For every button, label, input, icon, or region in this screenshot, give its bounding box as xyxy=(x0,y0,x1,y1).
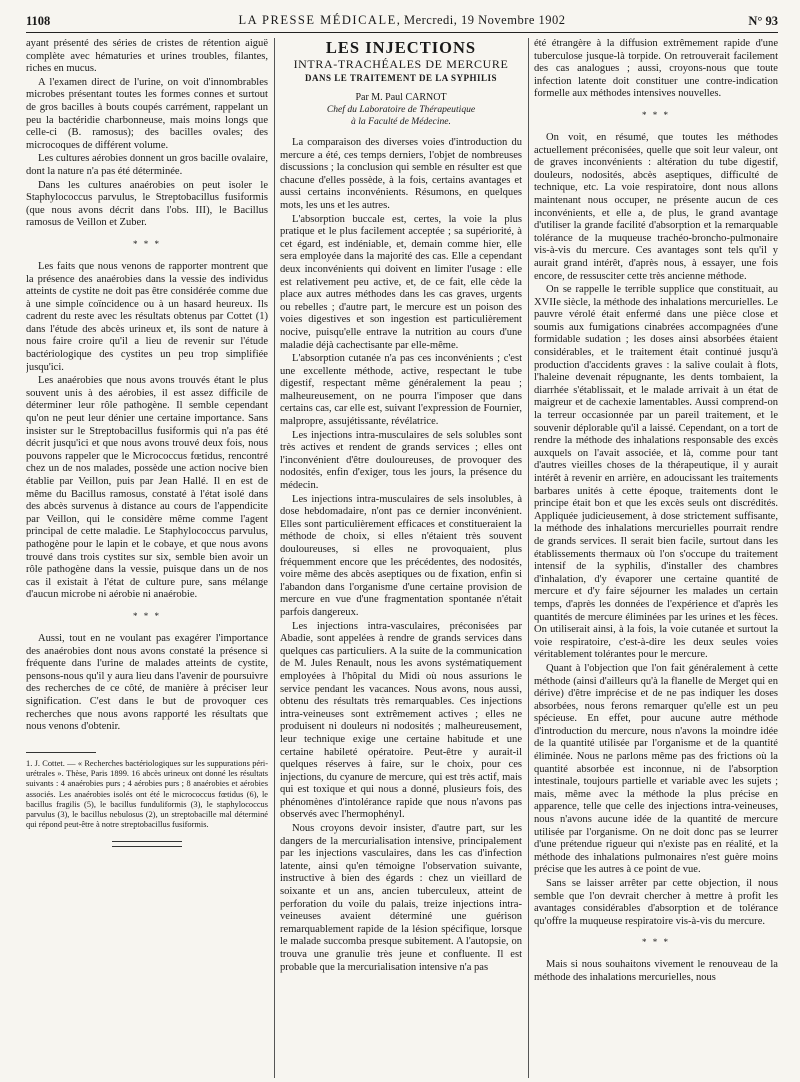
column-left xyxy=(26,38,268,1078)
end-rule xyxy=(112,846,182,847)
page-header xyxy=(26,10,778,32)
end-rule xyxy=(112,841,182,842)
section-separator: * * * xyxy=(133,238,161,249)
article-author: Par M. Paul CARNOT xyxy=(355,92,447,103)
paragraph: été étrangère à la diffusion extrêmement rapide d'une tuberculose jusque-là torpide. On retrouverait facilement des cas analogues ; aussi, croyons-nous que toute infection latente doit constituer une contre-indication formelle aux méthodes intensives nouvelles. xyxy=(534,38,778,100)
column-middle xyxy=(280,38,522,1078)
header-rule xyxy=(26,32,778,33)
article-title: LES INJECTIONS xyxy=(325,38,477,57)
footnote-rule xyxy=(26,752,96,753)
column-right xyxy=(534,38,778,1078)
paragraph: L'absorption cutanée n'a pas ces inconvénients ; c'est une excellente méthode, active, respectant le tube digestif, respectant même généralement la peau ; malheureusement, on ne pourra l'imposer que dans certains cas, car elle est, suivant l'expression de Fournier, malpropre, assujétissante, révélatrice. xyxy=(280,353,522,428)
footnote: 1. J. Cottet. — « Recherches bactériologiques sur les suppurations péri-urétrales ». Thèse, Paris 1899. 16 abcès urineux ont donné les résultats suivants : 4 anaérobies purs ; 4 aérobies purs ; 8 anaérobies et aérobies associés. Les anaérobies isolés ont été le micrococcus fœtidus (6), le bacillus fragilis (5), le bacillus funduliformis (3), le staphylococcus parvulus (3), le bacillus nebulosus (2), un streptobacille mal déterminé qui répond peut-être à notre streptobacillus fusiformis. xyxy=(26,758,268,830)
paragraph: Mais si nous souhaitons vivement le renouveau de la méthode des inhalations mercurielles, nous xyxy=(534,959,778,983)
section-separator: * * * xyxy=(642,109,670,120)
article-subtitle-2: DANS LE TRAITEMENT DE LA SYPHILIS xyxy=(305,73,497,83)
author-affiliation: Chef du Laboratoire de Thérapeutique xyxy=(326,104,476,115)
paragraph: ayant présenté des séries de cristes de rétention aiguë complète avec hématuries et urines troubles, filantes, riches en mucus. xyxy=(26,38,268,75)
article-subtitle: INTRA-TRACHÉALES DE MERCURE xyxy=(293,57,509,71)
paragraph: La comparaison des diverses voies d'introduction du mercure a été, ces temps derniers, l'objet de nombreuses discussions ; la conclusion qui semble en résulter est que chacune d'elles possède, à la fois, certains avantages et aussi certains inconvénients. Résumons, en quelques mots, les uns et les autres. xyxy=(280,137,522,211)
paragraph: A l'examen direct de l'urine, on voit d'innombrables microbes présentant toutes les formes connes et surtout de gros bacilles à bouts coupés carrément, rappelant un peu la bactéridie charbonneuse, mais moins longs que celle-ci (B. ramosus); des bacilles ovales; des microcoques de différent volume. xyxy=(26,76,268,151)
page-number: 1108 xyxy=(26,14,51,28)
newspaper-page xyxy=(26,10,778,1078)
paragraph: Les injections intra-musculaires de sels solubles sont très actives et rendent de grands services ; elles ont l'inconvénient d'être douloureuses, de provoquer des nodosités, enfin d'exiger, tous les jours, la présence du médecin. xyxy=(280,429,522,492)
section-separator: * * * xyxy=(642,937,670,948)
paragraph: On voit, en résumé, que toutes les méthodes actuellement préconisées, quelle que soit leur valeur, ont de graves inconvénients : altération du tube digestif, douleurs, nodosités, abcès aseptiques, difficulté de technique, etc. La voie respiratoire, dont nous allons maintenant nous occuper, ne présente aucun de ces inconvénients, et elle a, de plus, le grand avantage d'utiliser la grande facilité d'absorption et la remarquable tolérance de la muqueuse trachéo-broncho-pulmonaire vis-à-vis du mercure. Ces avantages sont tels qu'il y aurait grand intérêt, d'après nous, à essayer, une fois encore, de ressusciter cette très ancienne méthode. xyxy=(534,131,778,282)
paragraph: On se rappelle le terrible supplice que constituait, au XVIIe siècle, la méthode des inhalations mercurielles. Le pauvre vérolé était enfermé dans une pièce close et soumis aux fumigations cinabrées accompagnées d'une formidable sudation ; les doses ainsi absorbées étaient considérables, et le traitement était continué jusqu'à production d'accidents graves : la salive coulait à flots, l'haleine devenait répugnante, les dents tombaient, la diarrhée s'établissait, et le malade arrivait à un état de maigreur et de cachexie lamentables. Aussi comprend-on la terreur occasionnée par un pareil traitement, et le souvenir déplorable qu'il a laissé. Cependant, on a tort de rendre la méthode des inhalations responsable des excès auxquels on l'avait associée, et là, comme pour tant d'autres vieilles choses de la thérapeutique, il y aurait intérêt à revenir en arrière, en adoucissant les traitements barbares unités à cette époque, traitements dont le principe était bon et que les excès seuls ont discrédités. Appliquée judicieusement, à dose strictement suffisante, la méthode des inhalations mercurielles pourrait rendre de grands services. Il serait bien facile, surtout dans les établissements thermaux où l'on s'occupe du traitement intensif de la syphilis, d'installer des chambres d'inhalation, d'y évaporer une certaine quantité de mercure et d'y faire séjourner les malades un certain temps, d'après les données de l'expérience et d'après les quantités de mercure éliminées par les urines et les fèces. On utiliserait ainsi, à la fois, la voie cutanée et surtout la voie respiratoire, c'est-à-dire les deux seules voies véritablement tolérantes pour le mercure. xyxy=(534,284,778,661)
paragraph: Nous croyons devoir insister, d'autre part, sur les dangers de la mercurialisation intensive, principalement par les injections vasculaires, dans les cas d'infection latente, ainsi qu'en témoigne l'observation suivante, instructive à bien des égards : chez un vieillard de soixante et un ans, ancien tuberculeux, atteint de perforation du voile du palais, treize injections intra-veineuses avaient déterminé une guérison remarquablement rapide de la lésion spécifique, lorsque le malade succomba presque subitement. A l'autopsie, on trouva une granulie très jeune et confluente. Il est probable que la mercurialisation intensive n'a pas xyxy=(280,823,522,973)
article-heading xyxy=(280,38,522,127)
paragraph: Les anaérobies que nous avons trouvés étant le plus souvent unis à des aérobies, il est assez difficile de déterminer leur rôle pathogène. Il semble cependant qu'on ne peut leur dénier une certaine importance. Sans insister sur le Streptobacillus fusiformis qui n'a pas été décrit jusqu'ici et que nous avons trouvé deux fois, nous pouvons rappeler que le Micrococcus fœtidus, rencontré chez un de nos malades, possède une action nocive bien établie par Veillon, puis par Jean Hallé. Il en est de même du Bacillus ramosus, constaté à l'état isolé dans des abcès survenus à distance au cours de l'appendicite par Veillon, qui le considère même comme l'agent principal de cette maladie. Le Staphylococcus parvulus, pathogène pour le lapin et le cobaye, et que nous avons trouvé dans trois cystites sur six, semble bien avoir un rôle pathogène dans la vessie, puisque dans un de nos cas il existait à l'état de culture pure, sans mélange d'aucun microbe ni aérobie ni anaérobie. xyxy=(26,375,268,601)
column-divider xyxy=(528,38,529,1078)
paragraph: Les cultures aérobies donnent un gros bacille ovalaire, dont la nature n'a pas été déterminée. xyxy=(26,153,268,177)
journal-name: LA PRESSE MÉDICALE xyxy=(238,13,397,27)
author-affiliation: à la Faculté de Médecine. xyxy=(351,115,451,127)
paragraph: Quant à l'objection que l'on fait généralement à cette méthode (ainsi d'ailleurs qu'à la flanelle de Merget qui en dérive) d'être imprécise et de ne pas indiquer les doses absorbées, nous ferons remarquer qu'elle est un peu spécieuse. En effet, pour aucune autre méthode d'introduction du mercure, nous n'avons la moindre idée de la quantité utilisée par l'organisme et de la quantité éliminée. Nous ne parlons même pas des frictions où la quantité absorbée est inconnue, ni de l'absorption intestinale, toujours partielle et variable avec les sujets ; mais, même avec la méthode la plus précise en apparence, telle que celle des injections intra-veineuses, nous n'avons aucune idée de la quantité de mercure utilisée par l'organisme. On ne doit donc pas se leurrer d'une prétendue rigueur qui n'existe pas en réalité, et la méthode des inhalations pulmonaires n'est guère moins précise que les autres à ce point de vue. xyxy=(534,662,778,876)
journal-line xyxy=(26,13,778,28)
paragraph: Les injections intra-musculaires de sels insolubles, à dose hebdomadaire, n'ont pas ce dernier inconvénient. Elles sont particulièrement efficaces et constitueraient la méthode de choix, si elles n'étaient très souvent douloureuses, si elles ne provoquaient, plus fréquemment encore que les précédentes, des nodosités, voire même des abcès aseptiques ou de fixation, enfin si l'abandon dans l'organisme d'une certaine provision de mercure en vue d'une fragmentation spontanée n'était parfois dangereux. xyxy=(280,493,522,618)
issue-number: N° 93 xyxy=(748,14,778,28)
paragraph: Les faits que nous venons de rapporter montrent que la présence des anaérobies dans la vessie des individus atteints de cystite ne doit pas être considérée comme due à une simple coïncidence ou à un hasard heureux. Ils cadrent du reste avec les résultats obtenus par Cottet (1) dans l'étude des abcès urineux et, ils sont de nature à nous faire croire qu'il a lieu de revenir sur l'étude bactériologique des cystites un peu trop simplifiée jusqu'ici. xyxy=(26,260,268,373)
section-separator: * * * xyxy=(133,610,161,621)
paragraph: Aussi, tout en ne voulant pas exagérer l'importance des anaérobies dont nous avons constaté la présence si fréquente dans l'urine de malades atteints de cystite, pensons-nous qu'il y aura lieu dans l'avenir de poursuivre des recherches de ce côté, de manière à préciser leur signification. C'est dans le but de provoquer ces recherches que nous avons rapporté les résultats que nous venons d'obtenir. xyxy=(26,632,268,733)
column-divider xyxy=(274,38,275,1078)
paragraph: L'absorption buccale est, certes, la voie la plus pratique et le plus facilement acceptée ; sa supériorité, à cet égard, est indéniable, et, demain comme hier, elle sera employée dans la majorité des cas. Elle a cependant deux inconvénients qui doivent en limiter l'usage : elle est relativement peu active, et, de ce fait, elle cède la place aux autres méthodes dans les cas graves, urgents ou rebelles ; d'autre part, le mercure est un poison des voies digestives et son ingestion est particulièrement nocive, puisqu'elle entrave la nutrition au cours d'une maladie déjà cachectisante par elle-même. xyxy=(280,213,522,351)
issue-date: , Mercredi, 19 Novembre 1902 xyxy=(396,13,566,27)
paragraph: Dans les cultures anaérobies on peut isoler le Staphylococcus parvulus, le Streptobacillus fusiformis (que nous avons décrit dans l'obs. III), le Bacillus ramosus de Veillon et Zuber. xyxy=(26,179,268,229)
paragraph: Sans se laisser arrêter par cette objection, il nous semble que l'on devrait chercher à mettre à profit les avantages considérables d'absorption et de tolérance qu'offre la muqueuse respiratoire vis-à-vis du mercure. xyxy=(534,878,778,927)
paragraph: Les injections intra-vasculaires, préconisées par Abadie, sont appelées à rendre de grands services dans quelques cas particuliers. A la suite de la communication de M. Jules Renault, nous les avons systématiquement employées à l'hôpital du Midi où nous assurions le service pendant les vacances. Nous avons, nous aussi, obtenu des résultats très remarquables. Ces injections intra-veineuses sont extrêmement actives ; elles ne produisent ni douleurs ni nodosités ; malheureusement, leur technique exige une certaine habitude et une certaine habileté opératoire. Peut-être y aurait-il quelques réserves à faire, sur le choix, pour ces injections, du cyanure de mercure, qui est très actif, mais qui est toxique et qui nous a donné, plusieurs fois, des phénomènes d'intolérance rapide que nous n'avons pas observés avec l'hermophényl. xyxy=(280,620,522,821)
